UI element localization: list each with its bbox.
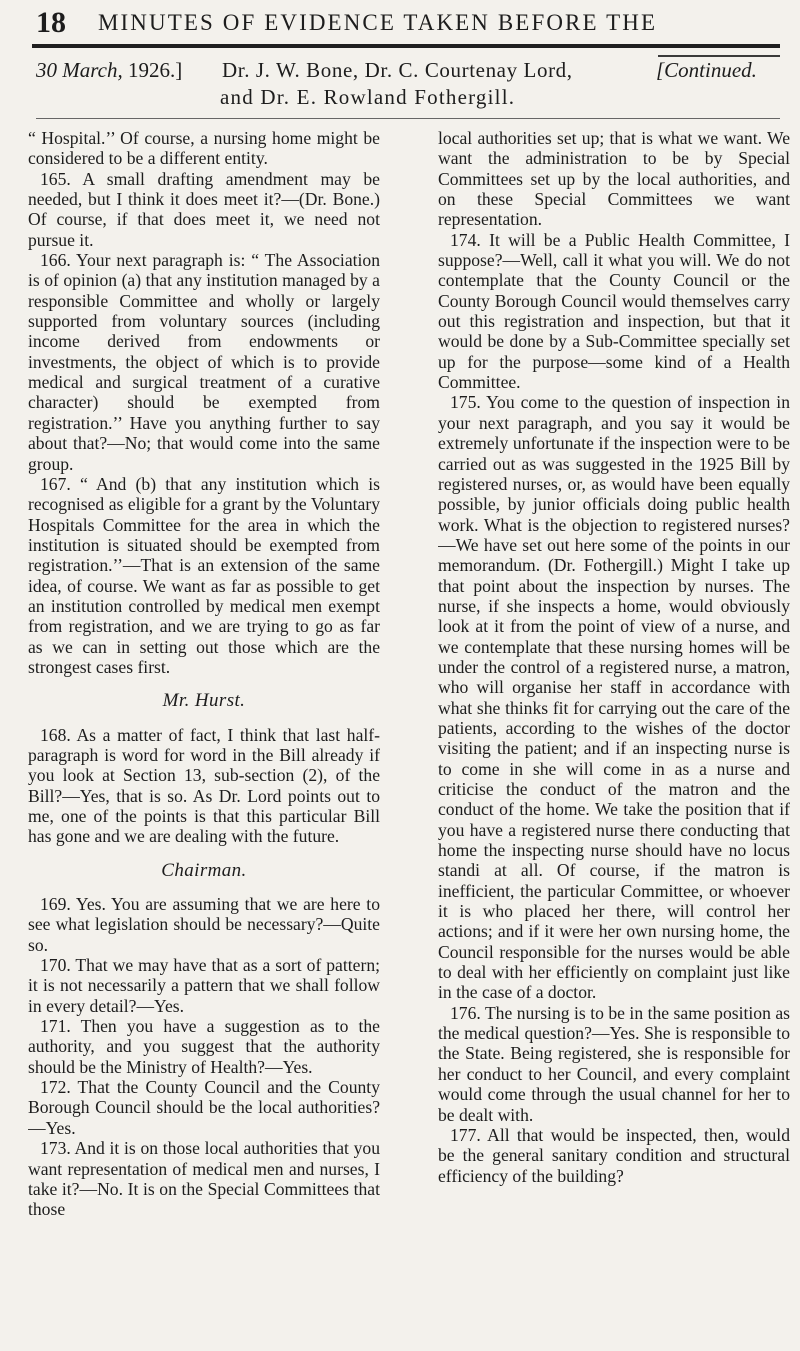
paragraph-168: 168. As a matter of fact, I think that last half-paragraph is word for word in the Bill already if you look at Section 13, sub-section (2), of the Bill?—Yes, that is so. As Dr. Lord points out to me, one of the points is that this particular Bill has gone and we are dealing with the future. [28, 724, 380, 847]
paragraph-continued: local authorities set up; that is what we want. We want the administration to be by Special Committees set up by the local authorities, and on these Special Committees we want representation. [438, 128, 790, 230]
paragraph-intro: “ Hospital.’’ Of course, a nursing home might be considered to be a different entity. [28, 128, 380, 169]
running-head [36, 6, 776, 42]
paragraph-169: 169. Yes. You are assuming that we are here to see what legislation should be necessary?—Quite so. [28, 894, 380, 955]
paragraph-165: 165. A small drafting amendment may be needed, but I think it does meet it?—(Dr. Bone.) Of course, if that does meet it, we need not pursue it. [28, 168, 380, 250]
continued-marker: [Continued. [656, 58, 757, 82]
sitting-date-text: 30 March, [36, 58, 123, 82]
witnesses-line-1: Dr. J. W. Bone, Dr. C. Courtenay Lord, [222, 58, 573, 82]
paragraph-176: 176. The nursing is to be in the same position as the medical question?—Yes. She is responsible to the State. Being registered, she is responsible for her conduct to her Council, and every complaint would come through the usual channel for her to be dealt with. [438, 1002, 790, 1125]
header-rule [32, 44, 780, 48]
paragraph-174: 174. It will be a Public Health Committee, I suppose?—Well, call it what you will. We do not contemplate that the County Council or the County Borough Council would themselves carry out this registration and inspection, but that it would be done by a Sub-Committee specially set up for the purpose—some kind of a Health Committee. [438, 229, 790, 393]
witnesses-line-2: and Dr. E. Rowland Fothergill. [220, 85, 516, 109]
sitting-year: 1926.] [127, 58, 183, 82]
paragraph-170: 170. That we may have that as a sort of pattern; it is not necessarily a pattern that we shall follow in every detail?—Yes. [28, 955, 380, 1016]
speaker-heading-chairman: Chairman. [161, 859, 247, 881]
paragraph-171: 171. Then you have a suggestion as to the authority, and you suggest that the authority should be the Ministry of Health?—Yes. [28, 1016, 380, 1077]
paragraph-175: 175. You come to the question of inspection in your next paragraph, and you say it would be extremely unfortunate if the inspection were to be carried out as was suggested in the 1925 Bill by registered nurses, or, as would have been equally possible, by junior officials doing public health work. What is the objection to registered nurses?—We have set out here some of the points in our memorandum. (Dr. Fothergill.) Might I take up that point about the inspection by nurses. The nurse, if she inspects a home, would obviously look at it from the point of view of a nurse, and we contemplate that these nursing homes will be under the control of a registered nurse, a matron, who will organise her staff in accordance with what she thinks fit for carrying out the care of the patients, according to the wishes of the doctor visiting the patient; and if an inspecting nurse is to come in she will come in as a nurse and criticise the conduct of the matron and the conduct of the home. We take the position that if you have a registered nurse there conducting that home the inspecting nurse should have no locus standi at all. Of course, if the matron is inefficient, the particular Committee, or whoever it is who placed her there, will control her actions; and if it were her own nursing home, the Council responsible for the nurses would be able to deal with her efficiently on complaint just like in the case of a doctor. [438, 392, 790, 1003]
paragraph-166: 166. Your next paragraph is: “ The Association is of opinion (a) that any institution managed by a responsible Committee and wholly or largely supported from voluntary sources (including income derived from endowments or investments, the object of which is to provide medical and surgical treatment of a curative character) should be exempted from registration.’’ Have you anything further to say about that?—No; that would come into the same group. [28, 250, 380, 474]
left-column [28, 128, 380, 1346]
paragraph-173: 173. And it is on those local authorities that you want representation of medical men and nurses, I take it?—No. It is on the Special Committees that those [28, 1138, 380, 1220]
paragraph-172: 172. That the County Council and the County Borough Council should be the local authorities?—Yes. [28, 1077, 380, 1138]
subheading-rule [36, 118, 780, 119]
right-column [438, 128, 790, 1346]
continued-rule [658, 55, 780, 57]
page-number: 18 [36, 6, 66, 39]
subheading [36, 58, 780, 116]
paragraph-177: 177. All that would be inspected, then, would be the general sanitary condition and structural efficiency of the building? [438, 1124, 790, 1186]
paragraph-167: 167. “ And (b) that any institution which is recognised as eligible for a grant by the Voluntary Hospitals Committee for the area in which the institution is situated should be exempted from registration.’’—That is an extension of the same idea, of course. We want as far as possible to get an institution controlled by medical men exempt from registration, and we are trying to go as far as we can in setting out those which are the strongest cases first. [28, 473, 380, 677]
speaker-heading-hurst: Mr. Hurst. [162, 690, 246, 712]
sitting-date [36, 58, 182, 83]
running-title: MINUTES OF EVIDENCE TAKEN BEFORE THE [98, 10, 658, 35]
